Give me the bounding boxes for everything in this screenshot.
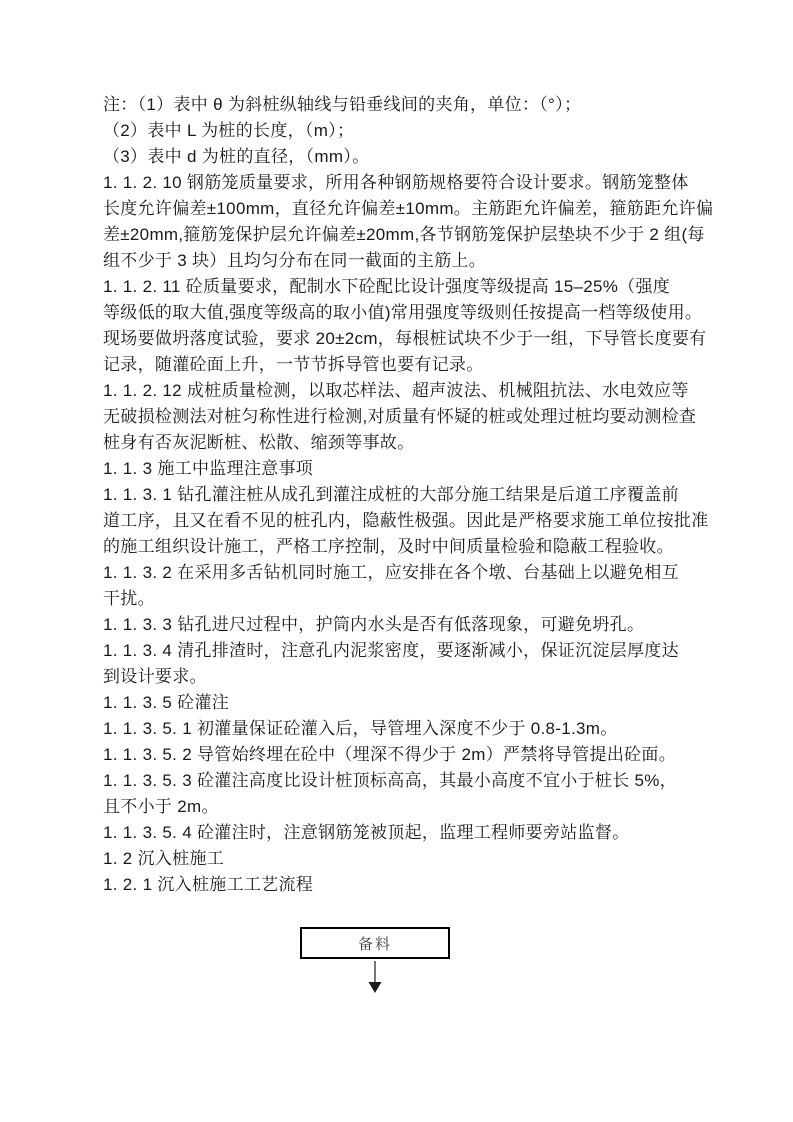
text-line: 注：（1）表中 θ 为斜桩纵轴线与铅垂线间的夹角，单位：（°）； [103, 95, 582, 114]
text-line: 记录，随灌砼面上升，一节节拆导管也要有记录。 [103, 355, 484, 374]
text-line: 1. 1. 2. 12 成桩质量检测，以取芯样法、超声波法、机械阻抗法、水电效应等 [103, 381, 689, 400]
text-line: 1. 1. 3. 5. 1 初灌量保证砼灌入后，导管埋入深度不少于 0.8-1.3m。 [103, 719, 618, 738]
text-line: 1. 1. 2. 11 砼质量要求，配制水下砼配比设计强度等级提高 15–25%（强度 [103, 277, 671, 296]
text-line: 等级低的取大值,强度等级高的取小值)常用强度等级则任按提高一档等级使用。 [103, 303, 703, 322]
text-line: 1. 1. 2. 10 钢筋笼质量要求，所用各种钢筋规格要符合设计要求。钢筋笼整体 [103, 173, 689, 192]
flowchart-box-material-preparation [300, 927, 450, 959]
text-line: 1. 1. 3. 5. 4 砼灌注时，注意钢筋笼被顶起，监理工程师要旁站监督。 [103, 823, 630, 842]
text-line: 长度允许偏差±100mm，直径允许偏差±10mm。主筋距允许偏差，箍筋距允许偏 [103, 199, 714, 218]
text-line: 1. 1. 3. 2 在采用多舌钻机同时施工，应安排在各个墩、台基础上以避免相互 [103, 563, 679, 582]
text-line: 1. 1. 3. 3 钻孔进尺过程中，护筒内水头是否有低落现象，可避免坍孔。 [103, 615, 645, 634]
text-line: （2）表中 L 为桩的长度，（m）； [103, 121, 355, 140]
text-line: 的施工组织设计施工，严格工序控制，及时中间质量检验和隐蔽工程验收。 [103, 537, 674, 556]
text-line: 差±20mm,箍筋笼保护层允许偏差±20mm,各节钢筋笼保护层垫块不少于 2 组(每 [103, 225, 705, 244]
text-line: 道工序，且又在看不见的桩孔内，隐蔽性极强。因此是严格要求施工单位按批准 [103, 511, 709, 530]
text-line: 1. 2 沉入桩施工 [103, 849, 225, 868]
text-line: 1. 2. 1 沉入桩施工工艺流程 [103, 875, 314, 894]
text-line: 无破损检测法对桩匀称性进行检测,对质量有怀疑的桩或处理过桩均要动测检查 [103, 407, 697, 426]
document-body [103, 92, 714, 898]
text-line: 现场要做坍落度试验，要求 20±2cm，每根桩试块不少于一组，下导管长度要有 [103, 329, 707, 348]
text-line: 干扰。 [103, 589, 155, 608]
text-line: 桩身有否灰泥断桩、松散、缩颈等事故。 [103, 433, 415, 452]
text-line: 1. 1. 3. 5. 2 导管始终埋在砼中（埋深不得少于 2m）严禁将导管提出砼面。 [103, 745, 677, 764]
text-line: 1. 1. 3. 4 清孔排渣时，注意孔内泥浆密度，要逐渐减小，保证沉淀层厚度达 [103, 641, 679, 660]
text-line: 到设计要求。 [103, 667, 207, 686]
text-line: 1. 1. 3. 5 砼灌注 [103, 693, 230, 712]
text-line: 且不小于 2m。 [103, 797, 219, 816]
text-line: 组不少于 3 块）且均匀分布在同一截面的主筋上。 [103, 251, 487, 270]
text-line: （3）表中 d 为桩的直径，（mm）。 [103, 147, 370, 166]
text-line: 1. 1. 3. 1 钻孔灌注桩从成孔到灌注成桩的大部分施工结果是后道工序覆盖前 [103, 485, 679, 504]
text-line: 1. 1. 3 施工中监理注意事项 [103, 459, 314, 478]
text-line: 1. 1. 3. 5. 3 砼灌注高度比设计桩顶标高高，其最小高度不宜小于桩长 5%， [103, 771, 677, 790]
down-arrow-icon [365, 960, 385, 994]
flowchart-box-label: 备料 [357, 935, 392, 953]
